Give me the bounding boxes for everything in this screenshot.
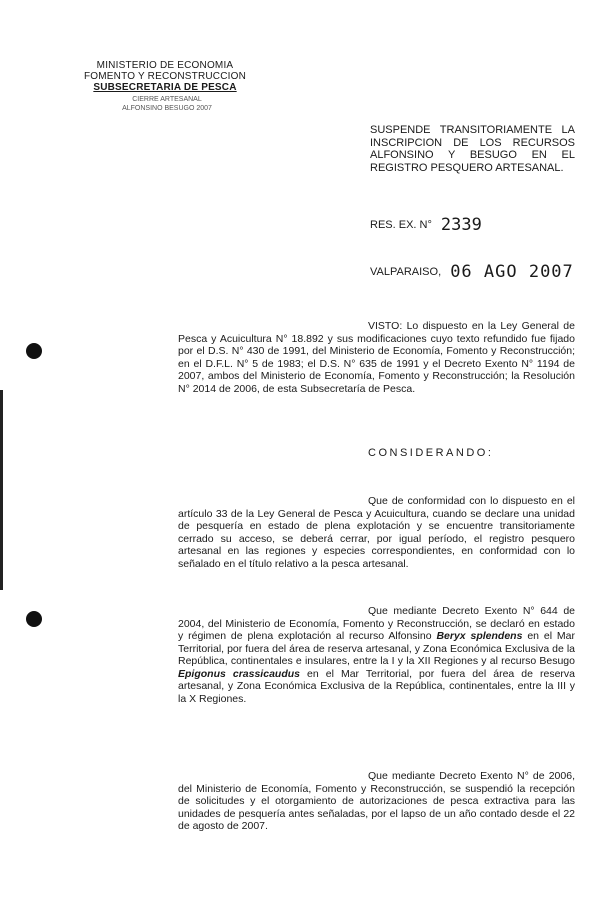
date-stamp: 06 AGO 2007: [450, 262, 574, 282]
considerando-paragraph-1: Que de conformidad con lo dispuesto en el artículo 33 de la Ley General de Pesca y Acuicultura, cuando se declare una unidad de pesquería en estado de plena explotación y se encuentre transitoriamente cerrado su acceso, se deberá cerrar, por igual período, el registro pesquero artesanal en las regiones y especies correspondientes, en conformidad con lo señalado en el título relativo a la pesca artesanal.: [178, 495, 575, 570]
considerando-paragraph-2: [178, 605, 575, 705]
paragraph-2-part-c: en el Mar Territorial, por fuera del área de reserva artesanal, y Zona Económica Exclusiva de la República, continentales, entre la III y la X Regiones.: [178, 667, 576, 705]
place-date-line: [370, 262, 574, 282]
resolution-subject: SUSPENDE TRANSITORIAMENTE LA INSCRIPCION DE LOS RECURSOS ALFONSINO Y BESUGO EN EL REGISTRO PESQUERO ARTESANAL.: [370, 124, 575, 174]
place: VALPARAISO,: [370, 266, 442, 278]
letterhead: [80, 60, 250, 93]
ministry-name: MINISTERIO DE ECONOMIA: [96, 60, 234, 71]
resolution-number-line: [370, 215, 482, 235]
paragraph-2-part-a: Que mediante Decreto Exento N° 644 de 2004, del Ministerio de Economía, Fomento y Reconstrucción, se declaró en estado y régimen de plena explotación al recurso Alfonsino: [178, 605, 575, 642]
species-name-besugo: Epigonus crassicaudus: [178, 667, 300, 680]
ministry-subtitle: FOMENTO Y RECONSTRUCCION: [83, 71, 247, 82]
considerando-heading: CONSIDERANDO:: [368, 447, 494, 459]
paragraph-2-part-b: en el Mar Territorial, por fuera del área de reserva artesanal, y Zona Económica Exclusiva de la República, continentales e insulares, entre la I y la XII Regiones y al recurso Besugo: [178, 630, 575, 667]
stamp-line-1: CIERRE ARTESANAL: [132, 96, 202, 103]
scan-edge-mark: [0, 390, 3, 590]
species-name-alfonsino: Beryx splendens: [436, 630, 523, 642]
resolution-label: RES. EX. N°: [370, 219, 432, 231]
undersecretariat-name: SUBSECRETARIA DE PESCA: [93, 82, 237, 93]
considerando-paragraph-3: Que mediante Decreto Exento N° de 2006, del Ministerio de Economía, Fomento y Reconstrucción, se suspendió la recepción de solicitudes y el otorgamiento de autorizaciones de pesca extractiva para las unidades de pesquería antes señaladas, por el lapso de un año contado desde el 22 de agosto de 2007.: [178, 770, 575, 832]
punch-hole-icon: [26, 343, 42, 359]
seal-stamp: [108, 95, 226, 133]
resolution-number: 2339: [440, 215, 482, 235]
stamp-line-2: ALFONSINO BESUGO 2007: [122, 105, 212, 112]
visto-paragraph: VISTO: Lo dispuesto en la Ley General de Pesca y Acuicultura N° 18.892 y sus modificaciones cuyo texto refundido fue fijado por el D.S. N° 430 de 1991, del Ministerio de Economía, Fomento y Reconstrucción; en el D.F.L. N° 5 de 1983; el D.S. N° 635 de 1991 y el Decreto Exento N° 1194 de 2007, ambos del Ministerio de Economía, Fomento y Reconstrucción; la Resolución N° 2014 de 2006, de esta Subsecretaría de Pesca.: [178, 320, 575, 395]
punch-hole-icon: [26, 611, 42, 627]
